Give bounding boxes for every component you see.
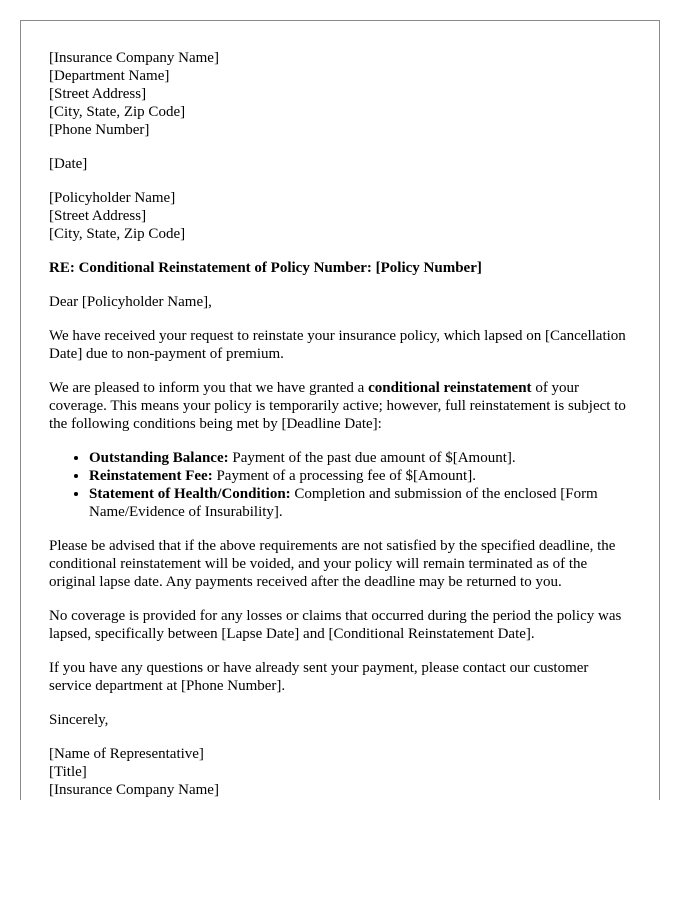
recipient-name: [Policyholder Name] xyxy=(49,190,176,206)
letter-date: [Date] xyxy=(49,156,88,172)
paragraph-deadline-warning: Please be advised that if the above requirements are not satisfied by the specified deadline, the conditional reinstatement will be voided, and your policy will remain terminated as of the original lapse date. Any payments received after the deadline may be returned to you. xyxy=(49,538,616,590)
letter-page xyxy=(20,20,660,800)
condition-text: Payment of the past due amount of $[Amount]. xyxy=(228,450,516,466)
sender-department: [Department Name] xyxy=(49,68,170,84)
paragraph-coverage-gap: No coverage is provided for any losses or claims that occurred during the period the policy was lapsed, specifically between [Lapse Date] and [Conditional Reinstatement Date]. xyxy=(49,608,622,642)
list-item xyxy=(89,467,631,485)
condition-text: Payment of a processing fee of $[Amount]. xyxy=(212,468,476,484)
sender-street: [Street Address] xyxy=(49,86,147,102)
paragraph-conditional-grant xyxy=(49,379,631,433)
signature-name: [Name of Representative] xyxy=(49,746,204,762)
sender-city-state-zip: [City, State, Zip Code] xyxy=(49,104,186,120)
paragraph-request-received: We have received your request to reinstate your insurance policy, which lapsed on [Cancellation Date] due to non-payment of premium. xyxy=(49,328,626,362)
recipient-street: [Street Address] xyxy=(49,208,147,224)
conditions-list xyxy=(49,449,631,521)
paragraph-contact: If you have any questions or have already sent your payment, please contact our customer service department at [Phone Number]. xyxy=(49,660,589,694)
recipient-address-block xyxy=(49,189,631,243)
recipient-city-state-zip: [City, State, Zip Code] xyxy=(49,226,186,242)
condition-text: Completion and submission of the enclosed [Form Name/Evidence of Insurability]. xyxy=(89,486,598,520)
condition-label: Statement of Health/Condition: xyxy=(89,486,291,502)
conditional-reinstatement-emphasis: conditional reinstatement xyxy=(368,380,532,396)
signature-block xyxy=(49,745,631,799)
list-item xyxy=(89,485,631,521)
sender-address-block xyxy=(49,49,631,139)
signature-title: [Title] xyxy=(49,764,87,780)
condition-label: Outstanding Balance: xyxy=(89,450,229,466)
sender-phone: [Phone Number] xyxy=(49,122,150,138)
list-item xyxy=(89,449,631,467)
sender-company: [Insurance Company Name] xyxy=(49,50,219,66)
paragraph-conditional-grant-lead: We are pleased to inform you that we have granted a xyxy=(49,380,369,396)
condition-label: Reinstatement Fee: xyxy=(89,468,213,484)
salutation: Dear [Policyholder Name], xyxy=(49,294,212,310)
closing: Sincerely, xyxy=(49,712,109,728)
signature-company: [Insurance Company Name] xyxy=(49,782,219,798)
paragraph-conditional-grant-rest: of your coverage. This means your policy is temporarily active; however, full reinstatement is subject to the following conditions being met by [Deadline Date]: xyxy=(49,380,626,432)
subject-line: RE: Conditional Reinstatement of Policy Number: [Policy Number] xyxy=(49,260,482,276)
